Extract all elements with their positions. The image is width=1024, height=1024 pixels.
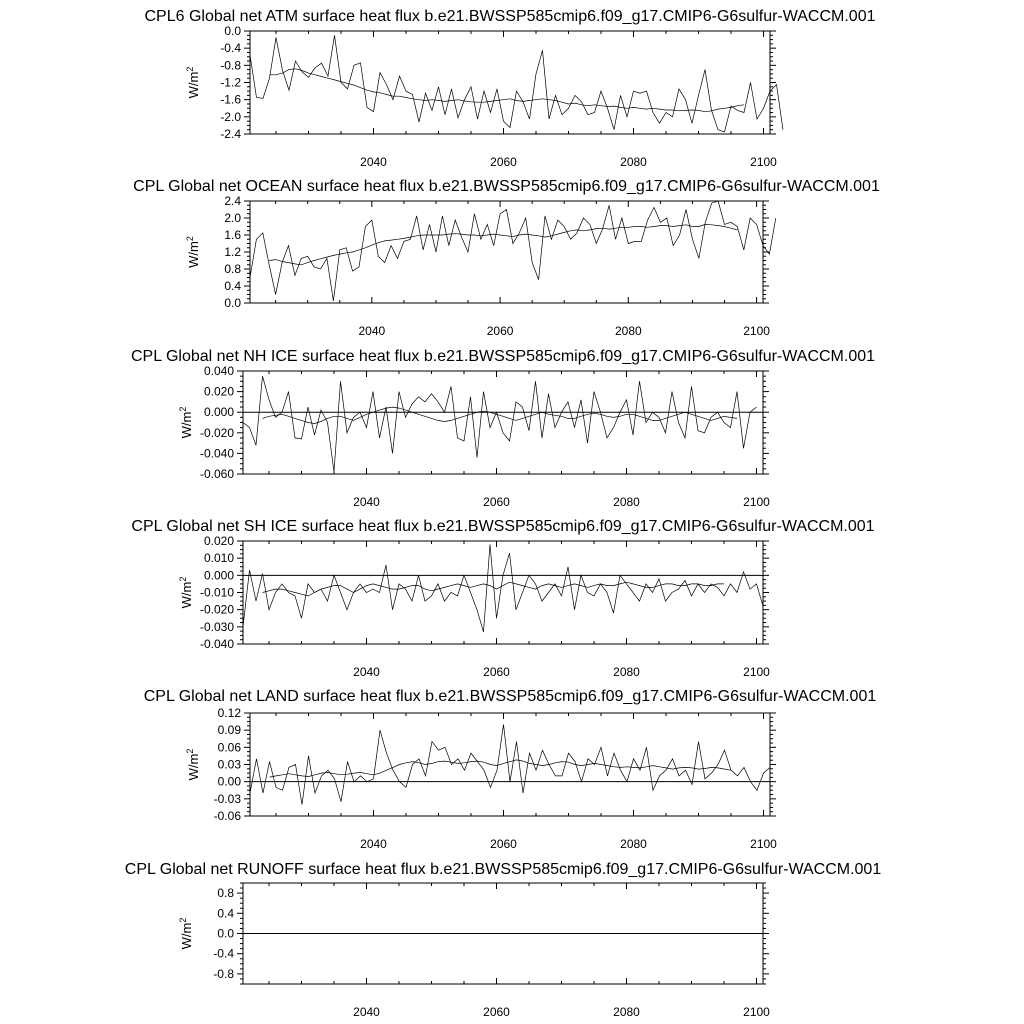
y-tick-label: 0.4 (217, 906, 234, 921)
y-tick-label: 1.6 (224, 228, 241, 242)
annual-series-line (250, 724, 770, 804)
y-tick-label: -0.8 (213, 966, 234, 981)
y-tick-label: 0.00 (217, 774, 241, 789)
y-tick-label: 0.8 (217, 886, 234, 901)
y-axis-label-superscript: 2 (185, 236, 195, 242)
chart-panel-2 (133, 178, 880, 338)
y-tick-label: 0.4 (224, 279, 241, 293)
x-tick-label: 2040 (353, 1005, 380, 1019)
plot-frame (243, 541, 763, 644)
y-tick-label: 0.000 (203, 405, 234, 420)
y-tick-label: -0.020 (199, 425, 234, 440)
y-tick-label: -2.0 (220, 109, 241, 124)
x-tick-label: 2060 (490, 837, 517, 851)
chart-title: CPL Global net NH ICE surface heat flux b.e21.BWSSP585cmip6.f09_g17.CMIP6-G6sulfur-WACCM.001 (130, 348, 876, 365)
y-axis-label-superscript: 2 (178, 406, 188, 412)
y-tick-label: -0.020 (199, 602, 234, 617)
y-axis-label (185, 67, 201, 99)
x-tick-label: 2080 (614, 324, 642, 338)
y-tick-label: 1.2 (224, 245, 241, 259)
x-tick-label: 2060 (483, 665, 510, 679)
x-tick-label: 2100 (743, 1005, 770, 1019)
y-axis-label-superscript: 2 (178, 917, 188, 923)
x-tick-label: 2060 (483, 1005, 510, 1019)
x-tick-label: 2080 (620, 155, 647, 169)
y-tick-label: 0.0 (217, 926, 234, 941)
chart-title: CPL Global net LAND surface heat flux b.e21.BWSSP585cmip6.f09_g17.CMIP6-G6sulfur-WACCM.001 (143, 688, 877, 705)
chart-panel-3 (131, 348, 875, 509)
y-tick-label: -0.4 (213, 946, 234, 961)
x-tick-label: 2080 (620, 837, 647, 851)
y-axis-label-superscript: 2 (185, 748, 195, 754)
y-tick-label: -1.2 (220, 75, 241, 90)
y-tick-label: -0.030 (199, 619, 234, 634)
x-tick-label: 2060 (483, 495, 510, 509)
x-tick-label: 2100 (743, 495, 770, 509)
y-tick-label: 0.010 (203, 551, 234, 566)
chart-title: CPL Global net SH ICE surface heat flux b.e21.BWSSP585cmip6.f09_g17.CMIP6-G6sulfur-WACCM.001 (131, 518, 875, 535)
chart-panel-5 (144, 688, 877, 851)
x-tick-label: 2100 (750, 155, 777, 169)
chart-panel-1 (145, 8, 876, 169)
annual-series-line (243, 376, 757, 472)
x-tick-label: 2040 (360, 837, 387, 851)
y-tick-label: 0.06 (217, 740, 241, 755)
x-tick-label: 2100 (743, 665, 770, 679)
y-axis-label-unit: W/m (186, 753, 201, 781)
chart-title: CPL Global net RUNOFF surface heat flux b.e21.BWSSP585cmip6.f09_g17.CMIP6-G6sulfur-WACCM.001 (124, 861, 882, 878)
annual-series-line (243, 544, 763, 632)
y-tick-label: 0.000 (203, 568, 234, 583)
y-tick-label: -0.040 (199, 446, 234, 461)
running-mean-line (269, 224, 737, 264)
y-tick-label: 0.040 (203, 364, 234, 378)
x-tick-label: 2100 (750, 837, 777, 851)
annual-series-line (250, 35, 783, 132)
x-tick-label: 2060 (490, 155, 517, 169)
y-axis-label-superscript: 2 (185, 66, 195, 72)
y-axis-label-unit: W/m (186, 71, 201, 99)
y-tick-label: -1.6 (220, 92, 241, 107)
x-tick-label: 2100 (743, 324, 770, 338)
y-axis-label (178, 577, 194, 609)
y-tick-label: 2.0 (224, 211, 241, 225)
y-axis-label-superscript: 2 (178, 576, 188, 582)
y-tick-label: -0.8 (220, 58, 241, 73)
x-tick-label: 2040 (360, 155, 387, 169)
y-axis-label (178, 407, 194, 439)
y-tick-label: 0.020 (203, 384, 234, 399)
running-mean-line (263, 407, 738, 423)
y-axis-label-unit: W/m (179, 922, 194, 950)
y-tick-label: 0.8 (224, 262, 241, 276)
chart-panel-4 (131, 518, 874, 679)
y-axis-label-unit: W/m (179, 411, 194, 439)
plot-frame (250, 201, 763, 303)
x-tick-label: 2040 (358, 324, 386, 338)
y-axis-label (185, 236, 201, 268)
chart-title: CPL6 Global net ATM surface heat flux b.e21.BWSSP585cmip6.f09_g17.CMIP6-G6sulfur-WACCM.001 (144, 8, 876, 25)
x-tick-label: 2080 (613, 665, 640, 679)
y-tick-label: 2.4 (224, 194, 241, 208)
running-mean-line (270, 760, 732, 777)
y-axis-label (178, 918, 194, 950)
y-tick-label: -2.4 (220, 127, 241, 141)
x-tick-label: 2080 (613, 495, 640, 509)
plot-frame (250, 713, 770, 816)
plot-frame (250, 31, 770, 134)
y-tick-label: 0.03 (217, 757, 241, 772)
y-tick-label: -0.040 (199, 637, 234, 651)
chart-title: CPL Global net OCEAN surface heat flux b.e21.BWSSP585cmip6.f09_g17.CMIP6-G6sulfur-WACCM.001 (133, 178, 880, 195)
x-tick-label: 2040 (353, 495, 380, 509)
y-axis-label (185, 749, 201, 781)
y-tick-label: -0.060 (199, 467, 234, 481)
y-tick-label: -0.4 (220, 41, 241, 56)
y-tick-label: 0.020 (203, 534, 234, 548)
y-axis-label-unit: W/m (186, 241, 201, 268)
y-tick-label: -0.06 (213, 809, 241, 823)
y-tick-label: 0.0 (224, 24, 241, 38)
running-mean-line (270, 69, 745, 112)
chart-panel-6 (125, 861, 882, 1019)
x-tick-label: 2080 (613, 1005, 640, 1019)
y-axis-label-unit: W/m (179, 581, 194, 609)
annual-series-line (250, 201, 776, 301)
y-tick-label: -0.03 (213, 791, 241, 806)
plot-frame (243, 371, 763, 474)
y-tick-label: -0.010 (199, 585, 234, 600)
x-tick-label: 2060 (486, 324, 514, 338)
y-tick-label: 0.09 (217, 723, 241, 738)
y-tick-label: 0.0 (224, 296, 241, 310)
x-tick-label: 2040 (353, 665, 380, 679)
y-tick-label: 0.12 (217, 706, 241, 720)
